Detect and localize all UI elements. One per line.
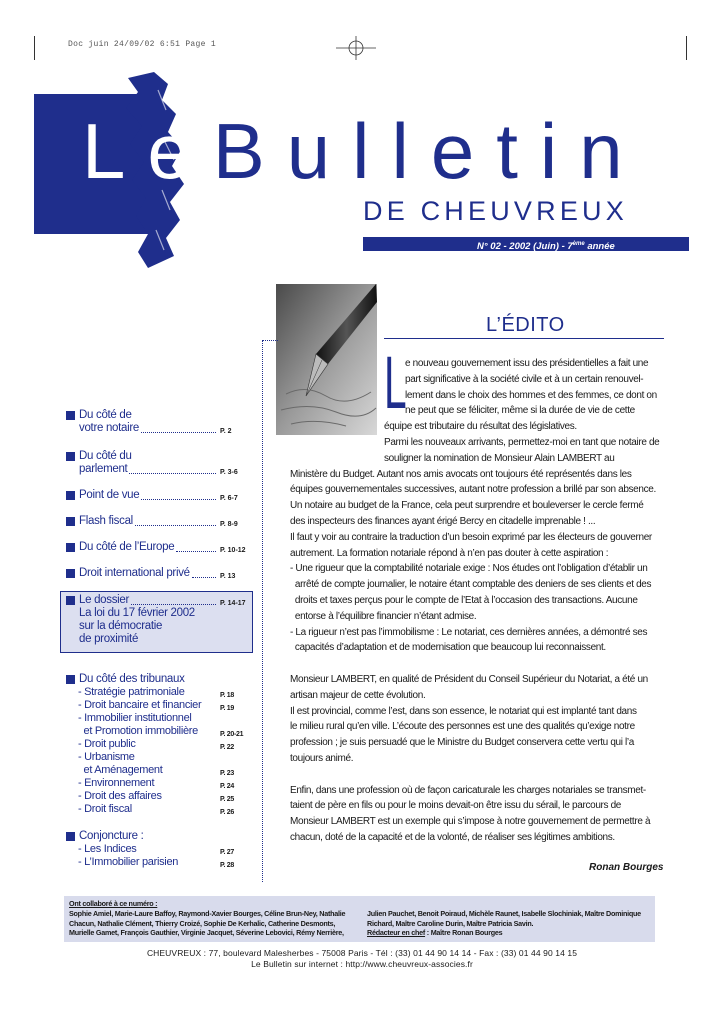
toc-leader-dots — [141, 499, 216, 500]
edito-line: part significative à la société civile et à un certain renouvel- — [405, 373, 644, 385]
bullet-square-icon — [66, 543, 75, 552]
toc-subentry[interactable] — [78, 803, 234, 816]
edito-line: Enfin, dans une profession où de façon caricaturale les charges notariales se transmet- — [290, 784, 646, 796]
toc-subentry-label: - Environnement — [78, 777, 155, 789]
toc-subentry[interactable] — [78, 699, 234, 712]
toc-entry-page: P. 3-6 — [220, 469, 238, 476]
bullet-square-icon — [66, 569, 75, 578]
toc-entry-label: Droit international privé — [79, 567, 190, 579]
toc-subentry-page: P. 23 — [220, 770, 234, 777]
bullet-square-icon — [66, 596, 75, 605]
dotted-frame-left — [262, 340, 263, 882]
toc-entry-label: Du côté de l’Europe — [79, 541, 175, 553]
masthead-title-rest: Bulletin — [212, 107, 645, 195]
toc-subentry-page: P. 25 — [220, 796, 234, 803]
toc-subentry-page: P. 19 — [220, 705, 234, 712]
toc-subentry-label: - Droit des affaires — [78, 790, 162, 802]
toc-subentry[interactable] — [78, 738, 234, 751]
masthead-title — [82, 107, 645, 195]
registration-mark-icon — [336, 36, 376, 60]
edito-line: souligner la nomination de Monsieur Alain LAMBERT au — [384, 452, 615, 464]
toc-leader-dots — [129, 473, 216, 474]
toc-entry-page: P. 2 — [220, 428, 232, 435]
toc-subentry[interactable] — [78, 764, 234, 777]
toc-entry-label: parlement — [79, 463, 128, 475]
bullet-square-icon — [66, 517, 75, 526]
toc-subentry[interactable] — [78, 751, 135, 764]
toc-subentry[interactable] — [78, 712, 192, 725]
bullet-square-icon — [66, 491, 75, 500]
toc-subentry-label: - Les Indices — [78, 843, 137, 855]
toc-subentry[interactable] — [78, 790, 234, 803]
toc-subentry-page: P. 27 — [220, 849, 234, 856]
toc-subentry-label: et Promotion immobilière — [78, 725, 198, 737]
editor-line — [367, 928, 641, 938]
toc-subentry-page: P. 28 — [220, 862, 234, 869]
toc-entry-page: P. 6-7 — [220, 495, 238, 502]
toc-entry-page: P. 13 — [220, 573, 236, 580]
edito-line: Parmi les nouveaux arrivants, permettez-moi en tant que notaire de — [384, 437, 660, 448]
edito-line: e nouveau gouvernement issu des présidentielles a fait une — [405, 358, 649, 369]
edito-line: Monsieur LAMBERT, en qualité de Président du Conseil Supérieur du Notariat, a été un — [290, 674, 648, 685]
dotted-frame-top — [262, 340, 278, 341]
toc-subentry-label: - Droit fiscal — [78, 803, 132, 815]
edito-line: des inspecteurs des finances ayant érigé Bercy en citadelle imprenable ! ... — [290, 516, 596, 527]
edito-line: droits et taxes perçus pour le compte de l’Etat à l’occasion des transactions. Aucune — [290, 595, 638, 606]
edito-line: capacités d’adaptation et de modernisation que beaucoup lui reconnaissent. — [290, 642, 606, 654]
toc-subentry-page: P. 22 — [220, 744, 234, 751]
toc-subentry-label: et Aménagement — [78, 764, 163, 776]
issue-banner — [363, 237, 689, 251]
toc-subentry-label: - Droit bancaire et financier — [78, 699, 202, 711]
crop-mark-right — [686, 36, 687, 60]
edito-line: Un notaire au budget de la France, cela peut surprendre et bouleverser le cercle fermé — [290, 500, 644, 512]
toc-subentry[interactable] — [78, 725, 244, 738]
toc-subentry-page: P. 20-21 — [220, 731, 244, 738]
toc-entry-label: La loi du 17 février 2002 — [79, 607, 195, 619]
toc-subentry-label: - L’Immobilier parisien — [78, 856, 179, 868]
toc-entry-label: sur la démocratie — [79, 620, 163, 632]
contributors-box — [64, 896, 655, 942]
toc-entry-label: votre notaire — [79, 422, 140, 434]
crop-mark-left — [34, 36, 35, 60]
contributor-line: Julien Pauchet, Benoit Poiraud, Michèle Raunet, Isabelle Slochiniak, Maître Dominique — [367, 909, 641, 918]
edito-line: ne peut que se féliciter, même si la durée de vie de cette — [405, 405, 635, 417]
toc-subentry[interactable] — [78, 843, 234, 856]
bullet-square-icon — [66, 675, 75, 684]
svg-text:L: L — [384, 341, 407, 425]
editor-label: Rédacteur en chef — [367, 928, 426, 938]
edito-line: équipe est tributaire du résultat des législatives. — [384, 421, 577, 433]
toc-subentry-label: - Droit public — [78, 738, 136, 750]
toc-leader-dots — [141, 432, 216, 433]
edito-line: - La rigueur n’est pas l’immobilisme : Le notariat, ces dernières années, a démontré ses — [290, 626, 648, 638]
bullet-square-icon — [66, 832, 75, 841]
edito-title: L’ÉDITO — [486, 314, 565, 336]
issue-number: N° 02 - 2002 (Juin) - 7 — [477, 241, 573, 253]
toc-subentry-label: - Immobilier institutionnel — [78, 712, 192, 724]
edito-line: Il est provincial, comme l’est, dans son essence, le notariat qui est implanté tant dans — [290, 705, 637, 717]
contributors-right — [367, 909, 641, 938]
edito-line: équipes gouvernementales successives, autant notre profession a brillé par son absence. — [290, 484, 656, 496]
toc-subentry-page: P. 26 — [220, 809, 234, 816]
edito-signature: Ronan Bourges — [589, 862, 664, 873]
edito-rule — [384, 338, 664, 339]
edito-line: Ministère du Budget. Autant nos amis avocats ont toujours été représentés dans les — [290, 468, 632, 480]
toc-leader-dots — [131, 604, 216, 605]
toc-entry-label: Du côté du — [79, 450, 132, 462]
footer-website-link[interactable]: Le Bulletin sur internet : http://www.cheuvreux-associes.fr — [251, 959, 473, 969]
edito-line: autrement. La formation notariale répond à n’en pas douter à cette aspiration : — [290, 547, 609, 559]
toc-entry-label: Conjoncture : — [79, 830, 144, 842]
masthead-title-le: Le — [82, 107, 213, 195]
toc-entry-label: Du côté des tribunaux — [79, 673, 185, 685]
edito-line: le milieu rural qu’en ville. L’écoute des personnes est une des qualités qu’exige notre — [290, 721, 635, 733]
contributor-line: Murielle Gamet, François Gauthier, Virginie Jacquet, Séverine Lebovici, Rémy Nerrière, — [69, 928, 344, 938]
print-slug: Doc juin 24/09/02 6:51 Page 1 — [68, 40, 216, 49]
bullet-square-icon — [66, 452, 75, 461]
edito-line: toujours animé. — [290, 753, 354, 764]
editor-name: : Maître Ronan Bourges — [425, 928, 503, 938]
edito-line: taient de père en fils ou pour le moins devait-on être issu du sérail, le parcours de — [290, 800, 622, 812]
bullet-square-icon — [66, 411, 75, 420]
footer-address: CHEUVREUX : 77, boulevard Malesherbes - 75008 Paris - Tél : (33) 01 44 90 14 14 - Fax : (33) 01 44 90 14 15 — [146, 948, 578, 958]
contributors-heading: Ont collaboré à ce numéro : — [69, 899, 158, 908]
toc-entry-label: Le dossier — [79, 594, 130, 606]
edito-line: Il faut y voir au contraire la traduction d’un besoin exprimé par les électeurs de gouverner — [290, 531, 652, 543]
edito-line: - Une rigueur que la comptabilité notariale exige : Nos études ont l’obligation d’établir un — [290, 563, 648, 575]
edito-line: chacun, doté de la capacité et de la volonté, de réaliser ses légitimes ambitions. — [290, 832, 615, 843]
contributors-left — [69, 909, 345, 938]
contributor-line: Chacun, Nathalie Clément, Thierry Croizé, Sophie De Kerhalic, Catherine Desmonts, — [69, 918, 336, 928]
toc-leader-dots — [135, 525, 216, 526]
masthead-subtitle: DE CHEUVREUX — [363, 196, 628, 226]
toc-leader-dots — [176, 551, 216, 552]
edito-line: Monsieur LAMBERT est un exemple qui s’impose à notre gouvernement de permettre à — [290, 816, 651, 828]
issue-year-label: année — [587, 241, 615, 253]
toc-entry-label: de proximité — [79, 633, 139, 645]
toc-leader-dots — [192, 577, 216, 578]
toc-subentry-label: - Stratégie patrimoniale — [78, 686, 185, 698]
contributor-line: Sophie Amiel, Marie-Laure Baffoy, Raymond-Xavier Bourges, Céline Brun-Ney, Nathalie — [69, 909, 346, 918]
toc-entry-page: P. 8-9 — [220, 521, 238, 528]
edito-line: artisan majeur de cette évolution. — [290, 689, 426, 701]
toc-subentry[interactable] — [78, 686, 234, 699]
edito-line: entorse à l’équilibre financier n’étant admise. — [290, 610, 477, 622]
contributor-line: Richard, Maître Caroline Durin, Maître Patricia Savin. — [367, 918, 534, 928]
toc-subentry-page: P. 24 — [220, 783, 234, 790]
toc-subentry[interactable] — [78, 856, 234, 869]
edito-line: lement dans le choix des hommes et des femmes, ce dont on — [405, 389, 657, 401]
toc-entry-label: Du côté de — [79, 409, 132, 421]
toc-subentry[interactable] — [78, 777, 234, 790]
toc-entry-page: P. 10-12 — [220, 547, 246, 554]
toc-entry-label: Flash fiscal — [79, 515, 133, 527]
toc-subentry-page: P. 18 — [220, 692, 234, 699]
toc-subentry-label: - Urbanisme — [78, 751, 135, 763]
pen-nib-photo — [276, 284, 377, 435]
edito-line: arrêté de compte journalier, le notaire étant comptable des deniers de ses clients et des — [290, 579, 652, 591]
edito-line: profession ; je suis persuadé que le Ministre du Budget conservera cette vertu qui l’a — [290, 737, 634, 749]
toc-entry-label: Point de vue — [79, 489, 140, 501]
toc-entry-page: P. 14-17 — [220, 600, 246, 607]
issue-superscript: ème — [572, 241, 585, 247]
edito-dropcap — [384, 341, 407, 425]
